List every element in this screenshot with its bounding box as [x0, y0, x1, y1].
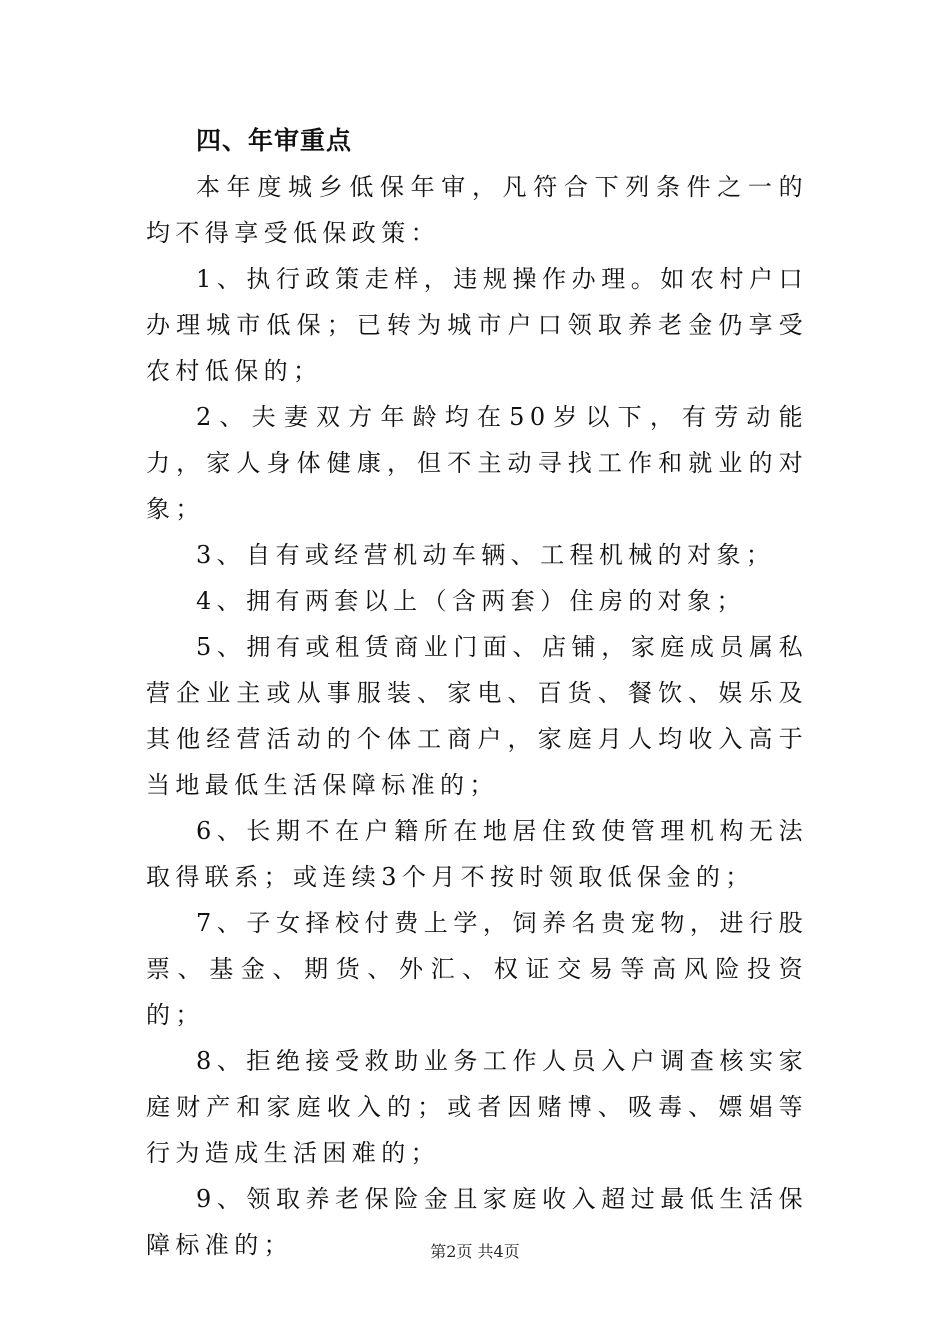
- paragraph-intro: 本年度城乡低保年审，凡符合下列条件之一的均不得享受低保政策：: [146, 173, 808, 247]
- paragraph-item-4: 4、拥有两套以上（含两套）住房的对象；: [196, 587, 746, 615]
- paragraph-item-9: 9、领取养老保险金且家庭收入超过最低生活保障标准的；: [146, 1185, 808, 1259]
- paragraph-item-5: 5、拥有或租赁商业门面、店铺，家庭成员属私营企业主或从事服装、家电、百货、餐饮、娱乐及其他经营活动的个体工商户，家庭月人均收入高于当地最低生活保障标准的；: [146, 633, 808, 799]
- paragraph-item-8: 8、拒绝接受救助业务工作人员入户调查核实家庭财产和家庭收入的；或者因赌博、吸毒、嫖娼等行为造成生活困难的；: [146, 1047, 808, 1167]
- paragraph-item-6: 6、长期不在户籍所在地居住致使管理机构无法取得联系；或连续3个月不按时领取低保金的；: [146, 817, 808, 891]
- paragraph-item-3: 3、自有或经营机动车辆、工程机械的对象；: [196, 541, 776, 569]
- page-number-footer: 第2页 共4页: [430, 1242, 520, 1261]
- section-heading: 四、年审重点: [196, 126, 353, 155]
- document-body: [146, 118, 808, 1268]
- paragraph-item-2: 2、夫妻双方年龄均在50岁以下，有劳动能力，家人身体健康，但不主动寻找工作和就业的对象；: [146, 403, 808, 523]
- paragraph-item-7: 7、子女择校付费上学，饲养名贵宠物，进行股票、基金、期货、外汇、权证交易等高风险投资的；: [146, 909, 808, 1029]
- paragraph-item-1: 1、执行政策走样，违规操作办理。如农村户口办理城市低保；已转为城市户口领取养老金仍享受农村低保的；: [146, 265, 808, 385]
